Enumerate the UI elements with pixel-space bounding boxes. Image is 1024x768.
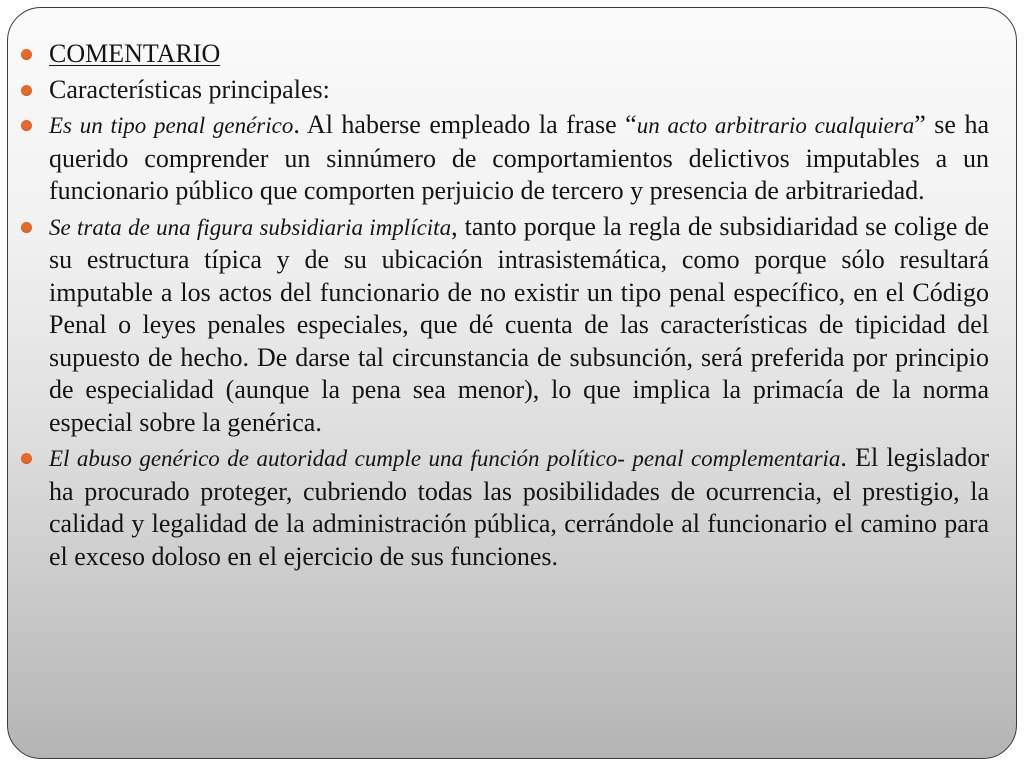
bullet-dot-icon	[21, 453, 32, 464]
bullet-lead-italic: Se trata de una figura subsidiaria implícita	[49, 214, 452, 240]
bullet-dot-icon	[21, 120, 32, 131]
bullet-subsidiary-figure	[49, 211, 989, 440]
bullet-text: ” se ha querido comprender un sinnúmero de comportamientos delictivos imputables a un funcionario público que comporten perjuicio de tercero y presencia de arbitrariedad.	[49, 110, 989, 205]
bullet-quote-italic: un acto arbitrario cualquiera	[636, 113, 915, 138]
bullet-generic-type	[49, 109, 989, 208]
bullet-lead-italic: El abuso genérico de autoridad cumple una función político- penal complementaria	[49, 446, 841, 471]
bullet-complementary-function	[49, 442, 989, 573]
bullet-text: . Al haberse empleado la frase “	[293, 110, 637, 139]
bullet-heading	[49, 38, 989, 71]
bullet-dot-icon	[21, 85, 32, 96]
bullet-text: . El legislador ha procurado proteger, cubriendo todas las posibilidades de ocurrencia, el prestigio, la calidad y legalidad de la administración pública, cerrándole al funcionario el camino para el exceso doloso en el ejercicio de sus funciones.	[49, 443, 989, 571]
bullet-list	[49, 38, 989, 576]
bullet-dot-icon	[21, 222, 32, 233]
bullet-subheading	[49, 74, 989, 107]
bullet-dot-icon	[21, 49, 32, 60]
slide-frame	[7, 7, 1017, 759]
slide-title: COMENTARIO	[49, 39, 221, 68]
bullet-text: , tanto porque la regla de subsidiaridad se colige de su estructura típica y de su ubicación intrasistemática, como porque sólo resultará imputable a los actos del funcionario de no existir un tipo penal específico, en el Código Penal o leyes penales especiales, que dé cuenta de las características de tipicidad del supuesto de hecho. De darse tal circunstancia de subsunción, será preferida por principio de especialidad (aunque la pena sea menor), lo que implica la primacía de la norma especial sobre la genérica.	[49, 211, 990, 437]
bullet-lead-italic: Es un tipo penal genérico	[49, 113, 294, 138]
slide-subtitle: Características principales:	[49, 74, 330, 104]
